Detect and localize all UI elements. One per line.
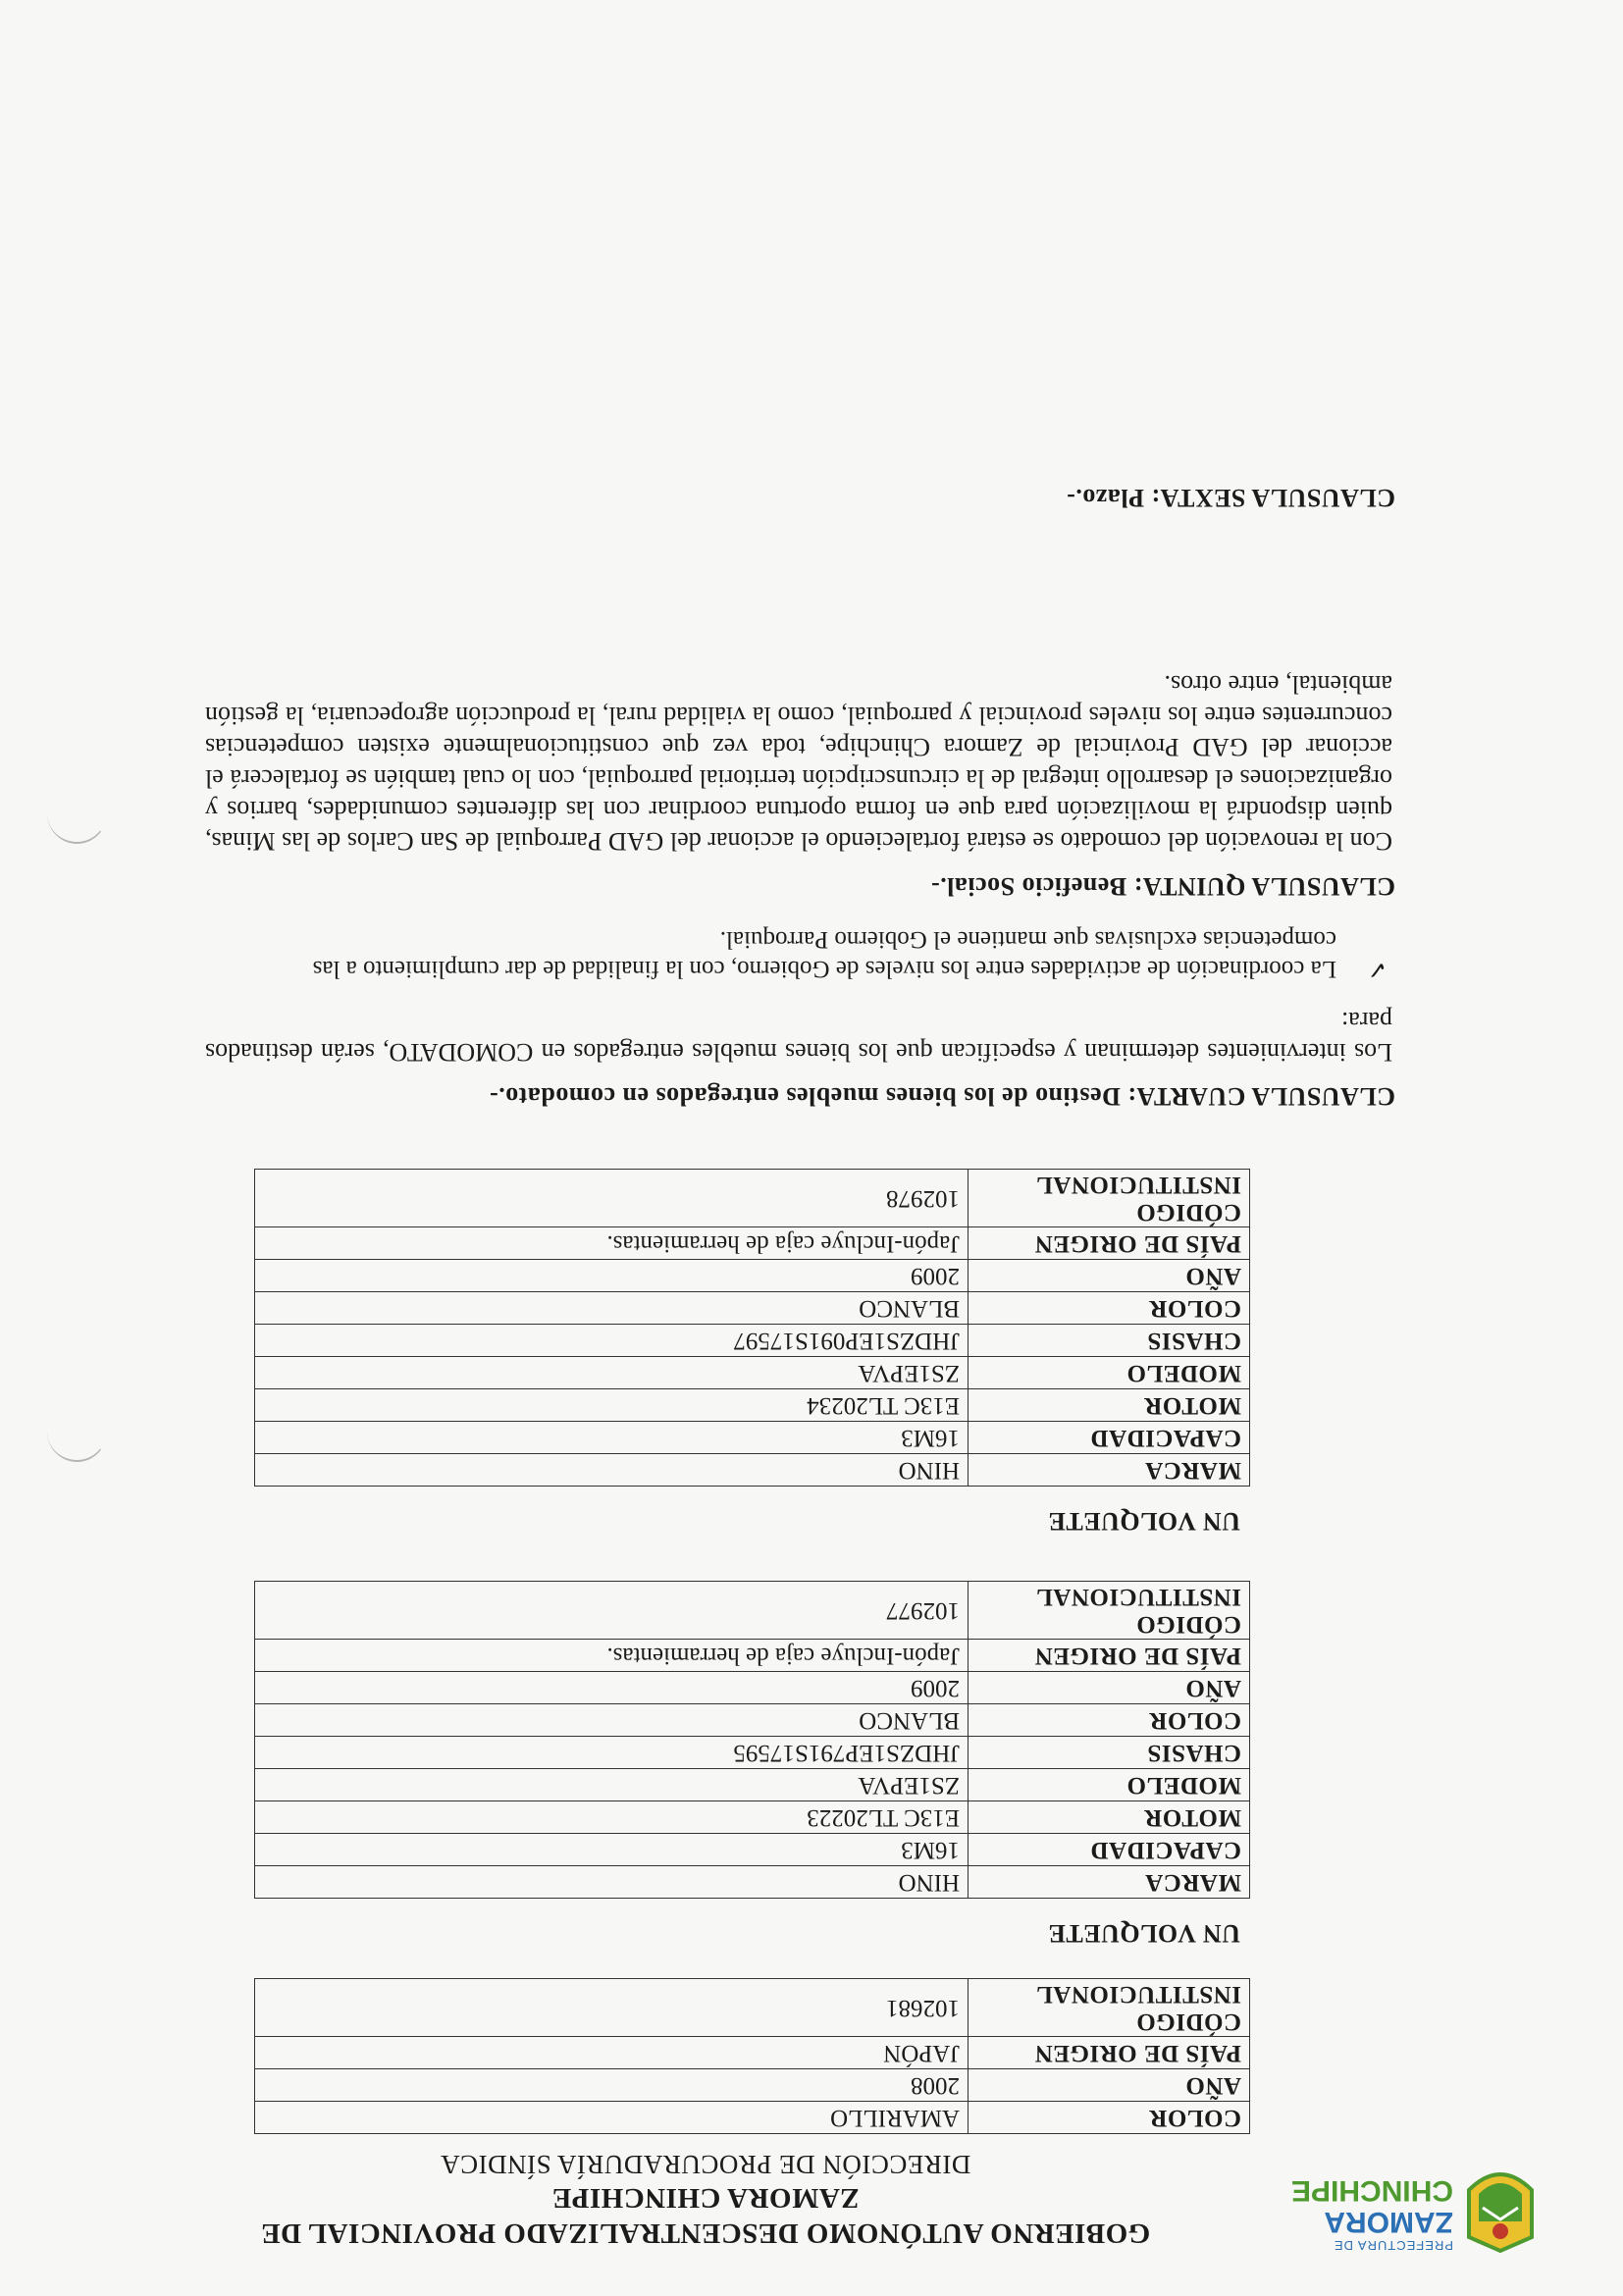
clausula-cuarta-bullet: La coordinación de actividades entre los niveles de Gobierno, con la finalidad de dar cumplimiento a las competencias exclusivas que mantiene el Gobierno Parroquial. [312,926,1336,982]
logo-text-small: PREFECTURA DE [1333,2238,1453,2253]
spec-value: HINO [255,1866,969,1899]
spec-value: 102681 [255,1979,969,2037]
spec-label: CÓDIGO INSTITUCIONAL [969,1170,1250,1227]
spec-label: MARCA [969,1866,1250,1899]
spec-row [255,1704,1250,1737]
logo-text-zamora: ZAMORA [1324,2206,1453,2238]
spec-value: BLANCO [255,1704,969,1737]
punch-hole-mark [47,783,107,844]
punch-hole-mark [47,1401,107,1462]
spec-label: CAPACIDAD [969,1834,1250,1866]
spec-row [255,1640,1250,1672]
spec-row [255,2069,1250,2102]
prefectura-logo [1255,2151,1540,2259]
spec-label: CÓDIGO INSTITUCIONAL [969,1582,1250,1640]
spec-label: AÑO [969,1672,1250,1704]
vehicle-spec-table-2 [254,1581,1250,1899]
clausula-cuarta-heading: CLAUSULA CUARTA: Destino de los bienes muebles entregados en comodato.- [489,1082,1395,1111]
spec-row [255,1801,1250,1834]
spec-value: HINO [255,1454,969,1487]
spec-label: CÓDIGO INSTITUCIONAL [969,1979,1250,2037]
spec-row [255,1260,1250,1292]
spec-row [255,1737,1250,1769]
volquete-title-2: UN VOLQUETE [1048,1507,1240,1536]
spec-label: CHASIS [969,1737,1250,1769]
spec-row [255,1769,1250,1801]
clausula-quinta-heading: CLAUSULA QUINTA: Beneficio Social.- [930,872,1395,901]
spec-label: MARCA [969,1454,1250,1487]
clausula-sexta-heading: CLAUSULA SEXTA: Plazo.- [1066,484,1395,512]
spec-row [255,1979,1250,2037]
spec-label: COLOR [969,1292,1250,1325]
spec-label: PAÍS DE ORIGEN [969,1640,1250,1672]
spec-label: PAÍS DE ORIGEN [969,2037,1250,2069]
spec-value: BLANCO [255,1292,969,1325]
spec-row [255,1866,1250,1899]
spec-label: AÑO [969,2069,1250,2102]
spec-label: AÑO [969,1260,1250,1292]
checkmark-icon: ✓ [1367,956,1387,982]
spec-value: JAPÓN [255,2037,969,2069]
spec-label: CHASIS [969,1325,1250,1357]
spec-row [255,1292,1250,1325]
spec-label: MOTOR [969,1389,1250,1422]
spec-value: AMARILLO [255,2102,969,2134]
vehicle-spec-table-1 [254,1978,1250,2134]
spec-label: MODELO [969,1769,1250,1801]
spec-row [255,1422,1250,1454]
department-name: DIRECCIÓN DE PROCURADURÍA SÍNDICA [440,2150,971,2179]
spec-row [255,1582,1250,1640]
spec-row [255,1672,1250,1704]
clausula-quinta-body: Con la renovación del comodato se estará fortaleciendo el accionar del GAD Parroquial de San Carlos de las Minas, quien dispondrá la movilización para que en forma oportuna coordinar con las diferentes comunidades, barrios y organizaciones el desarrollo integral de la circunscripción territorial parroquial, con lo cual también se fortalecerá el accionar del GAD Provincial de Zamora Chinchipe, toda vez que constitucionalmente existen competencias concurrentes entre los niveles provincial y parroquial, como la vialidad rural, la producción agropecuaria, la gestión ambiental, entre otros. [205,670,1392,856]
spec-value: E13C TL20223 [255,1801,969,1834]
spec-label: COLOR [969,1704,1250,1737]
spec-label: COLOR [969,2102,1250,2134]
spec-row [255,1389,1250,1422]
province-name: ZAMORA CHINCHIPE [551,2182,860,2214]
spec-value: 2009 [255,1672,969,1704]
spec-row [255,2102,1250,2134]
spec-label: CAPACIDAD [969,1422,1250,1454]
letterhead [38,2141,1569,2259]
institution-name: GOBIERNO AUTÓNOMO DESCENTRALIZADO PROVINCIAL DE [260,2218,1151,2249]
spec-value: Japón-Incluye caja de herramientas. [255,1227,969,1260]
spec-value: ZS1EPVA [255,1357,969,1389]
spec-row [255,2037,1250,2069]
spec-label: MOTOR [969,1801,1250,1834]
spec-value: JHDZS1EP791S17595 [255,1737,969,1769]
spec-value: 102977 [255,1582,969,1640]
spec-value: 16M3 [255,1834,969,1866]
spec-row [255,1325,1250,1357]
letterhead-text [215,2149,1196,2251]
spec-value: 102978 [255,1170,969,1227]
spec-row [255,1834,1250,1866]
spec-row [255,1227,1250,1260]
spec-row [255,1357,1250,1389]
volquete-title-1: UN VOLQUETE [1048,1919,1240,1948]
spec-row [255,1170,1250,1227]
spec-value: E13C TL20234 [255,1389,969,1422]
spec-label: PAÍS DE ORIGEN [969,1227,1250,1260]
spec-label: MODELO [969,1357,1250,1389]
spec-value: JHDZS1EP091S17597 [255,1325,969,1357]
spec-value: Japón-Incluye caja de herramientas. [255,1640,969,1672]
vehicle-spec-table-3 [254,1169,1250,1487]
spec-value: ZS1EPVA [255,1769,969,1801]
clausula-cuarta-body: Los intervinientes determinan y especifican que los bienes muebles entregados en COMODATO, serán destinados para: [205,1007,1392,1067]
spec-value: 2009 [255,1260,969,1292]
logo-text-chinchipe: CHINCHIPE [1290,2174,1453,2207]
spec-value: 2008 [255,2069,969,2102]
spec-row [255,1454,1250,1487]
spec-value: 16M3 [255,1422,969,1454]
